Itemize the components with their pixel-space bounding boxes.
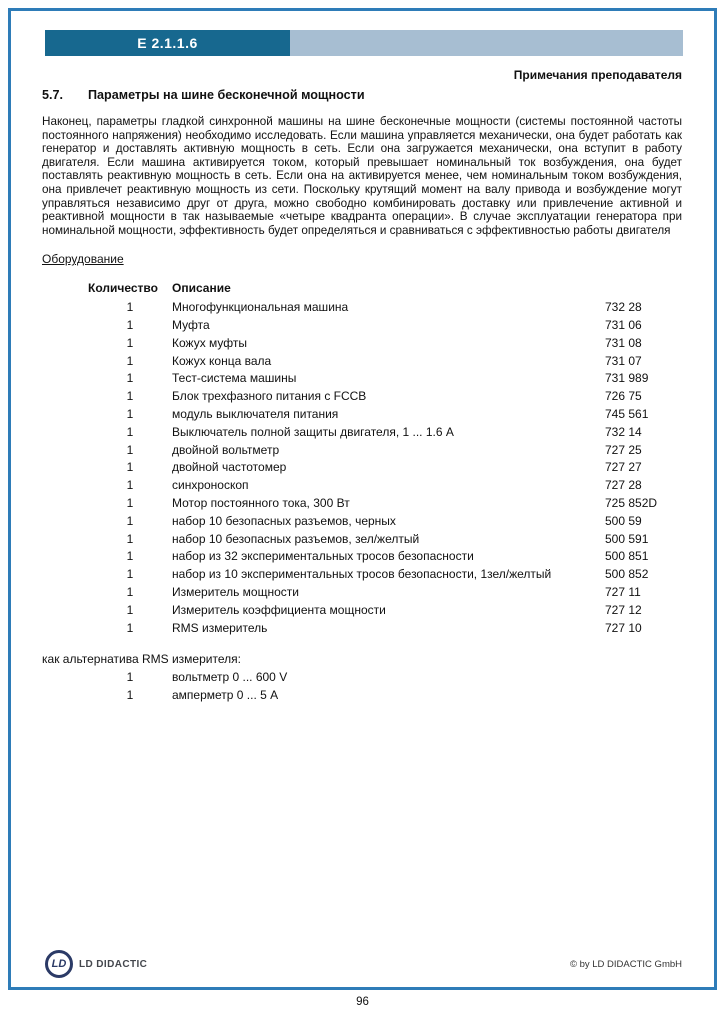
equipment-row <box>42 476 682 494</box>
description-value: набор 10 безопасных разъемов, черных <box>172 513 396 528</box>
catalog-number: 500 851 <box>605 549 649 564</box>
catalog-number: 731 07 <box>605 353 642 368</box>
equipment-row <box>42 370 682 388</box>
quantity-value: 1 <box>126 688 134 703</box>
equipment-row <box>42 548 682 566</box>
equipment-row <box>42 565 682 583</box>
quantity-value: 1 <box>126 620 134 635</box>
equipment-row <box>42 601 682 619</box>
teacher-notes-label: Примечания преподавателя <box>513 68 682 82</box>
catalog-number: 727 25 <box>605 442 642 457</box>
equipment-row <box>42 668 682 686</box>
equipment-row <box>42 530 682 548</box>
quantity-value: 1 <box>126 602 134 617</box>
equipment-row <box>42 583 682 601</box>
equipment-row <box>42 405 682 423</box>
description-value: амперметр 0 ... 5 А <box>172 688 279 703</box>
description-value: Кожух конца вала <box>172 353 272 368</box>
quantity-value: 1 <box>126 353 134 368</box>
page-content <box>42 68 682 704</box>
description-value: Выключатель полной защиты двигателя, 1 ... 1.6 А <box>172 424 454 439</box>
description-value: Муфта <box>172 318 210 333</box>
quantity-value: 1 <box>126 335 134 350</box>
description-value: Мотор постоянного тока, 300 Вт <box>172 496 350 510</box>
catalog-number: 727 28 <box>605 478 642 493</box>
catalog-number: 731 989 <box>605 371 649 386</box>
quantity-value: 1 <box>126 442 134 457</box>
quantity-value: 1 <box>126 389 134 404</box>
alternative-label: как альтернатива RMS измерителя: <box>42 652 241 667</box>
equipment-row <box>42 334 682 352</box>
equipment-row <box>42 686 682 704</box>
catalog-number: 500 59 <box>605 513 642 528</box>
description-value: набор 10 безопасных разъемов, зел/желтый <box>172 531 420 546</box>
equipment-row <box>42 512 682 530</box>
document-code-box <box>45 30 290 56</box>
quantity-value: 1 <box>126 407 134 422</box>
document-code: E 2.1.1.6 <box>137 35 198 51</box>
quantity-value: 1 <box>126 513 134 528</box>
description-value: RMS измеритель <box>172 620 268 635</box>
quantity-value: 1 <box>126 318 134 333</box>
quantity-value: 1 <box>126 531 134 546</box>
description-column-header: Описание <box>172 280 231 295</box>
catalog-number: 727 11 <box>605 584 641 599</box>
quantity-value: 1 <box>126 670 134 685</box>
header-band <box>45 30 683 56</box>
equipment-row <box>42 494 682 512</box>
quantity-value: 1 <box>126 584 134 599</box>
section-title: Параметры на шине бесконечной мощности <box>88 88 365 102</box>
section-number: 5.7. <box>42 88 64 102</box>
ld-didactic-logo <box>45 950 147 978</box>
quantity-value: 1 <box>126 567 134 582</box>
description-value: Многофункциональная машина <box>172 300 349 315</box>
catalog-number: 726 75 <box>605 389 642 404</box>
description-value: Измеритель мощности <box>172 584 299 599</box>
equipment-heading: Оборудование <box>42 252 124 267</box>
page-number: 96 <box>356 996 369 1008</box>
catalog-number: 727 27 <box>605 460 642 475</box>
catalog-number: 745 561 <box>605 407 649 422</box>
description-value: вольтметр 0 ... 600 V <box>172 670 288 685</box>
description-value: Блок трехфазного питания с FCCB <box>172 389 367 404</box>
equipment-row <box>42 459 682 477</box>
quantity-value: 1 <box>126 478 134 493</box>
catalog-number: 725 852D <box>605 496 658 510</box>
catalog-number: 731 08 <box>605 335 642 350</box>
catalog-number: 732 14 <box>605 424 642 439</box>
quantity-value: 1 <box>126 549 134 564</box>
equipment-rows <box>42 298 682 636</box>
quantity-value: 1 <box>126 424 134 439</box>
quantity-value: 1 <box>126 460 134 475</box>
equipment-row <box>42 387 682 405</box>
equipment-row <box>42 316 682 334</box>
description-value: модуль выключателя питания <box>172 407 339 422</box>
catalog-number: 731 06 <box>605 318 642 333</box>
page-footer <box>45 946 682 982</box>
copyright-notice: © by LD DIDACTIC GmbH <box>569 958 682 970</box>
equipment-row <box>42 441 682 459</box>
catalog-number: 727 10 <box>605 620 642 635</box>
body-paragraph: Наконец, параметры гладкой синхронной машины на шине бесконечные мощности (системы постоянной частоты постоянного напряжения) необходимо исследовать. Если машина управляется механически, она будет работать как генератор и доставлять активную мощность в сеть. Если она загружается механически, она вступит в работу двигателя. Если машина активируется током, который превышает номинальный ток возбуждения, она будет поставлять реактивную мощность в сеть. Если она на активируется менее, чем номинальным током возбуждения, она привлечет реактивную мощность из сети. Поскольку крутящий момент на валу привода и возбуждение могут управляться независимо друг от друга, можно свободно комбинировать доставку или привлечение активной и реактивной мощности в так называемые «четыре квадранта операции». В случае эксплуатации генератора при номинальной мощности, эффективность будет определяться и сравниваться с эффективностью работы двигателя <box>42 115 682 237</box>
description-value: Кожух муфты <box>172 335 248 350</box>
catalog-number: 727 12 <box>605 602 642 617</box>
description-value: Тест-система машины <box>172 371 297 386</box>
description-value: двойной частотомер <box>172 460 287 475</box>
description-value: набор из 32 экспериментальных тросов безопасности <box>172 549 474 564</box>
description-value: синхроноскоп <box>172 478 249 493</box>
equipment-row <box>42 352 682 370</box>
quantity-value: 1 <box>126 496 134 510</box>
equipment-row <box>42 423 682 441</box>
catalog-number: 732 28 <box>605 300 642 315</box>
quantity-value: 1 <box>126 371 134 386</box>
catalog-number: 500 591 <box>605 531 649 546</box>
quantity-column-header: Количество <box>88 280 158 295</box>
quantity-value: 1 <box>126 300 134 315</box>
ld-logo-icon: LD <box>45 950 73 978</box>
equipment-row <box>42 619 682 637</box>
equipment-row <box>42 298 682 316</box>
description-value: двойной вольтметр <box>172 442 280 457</box>
logo-text: LD DIDACTIC <box>79 958 148 970</box>
alternative-rows <box>42 668 682 704</box>
description-value: набор из 10 экспериментальных тросов безопасности, 1зел/желтый <box>172 567 552 582</box>
equipment-table <box>42 278 682 636</box>
equipment-table-header <box>42 278 682 297</box>
section-heading <box>42 88 682 102</box>
header-accent-bar <box>290 30 683 56</box>
description-value: Измеритель коэффициента мощности <box>172 602 386 617</box>
catalog-number: 500 852 <box>605 567 649 582</box>
